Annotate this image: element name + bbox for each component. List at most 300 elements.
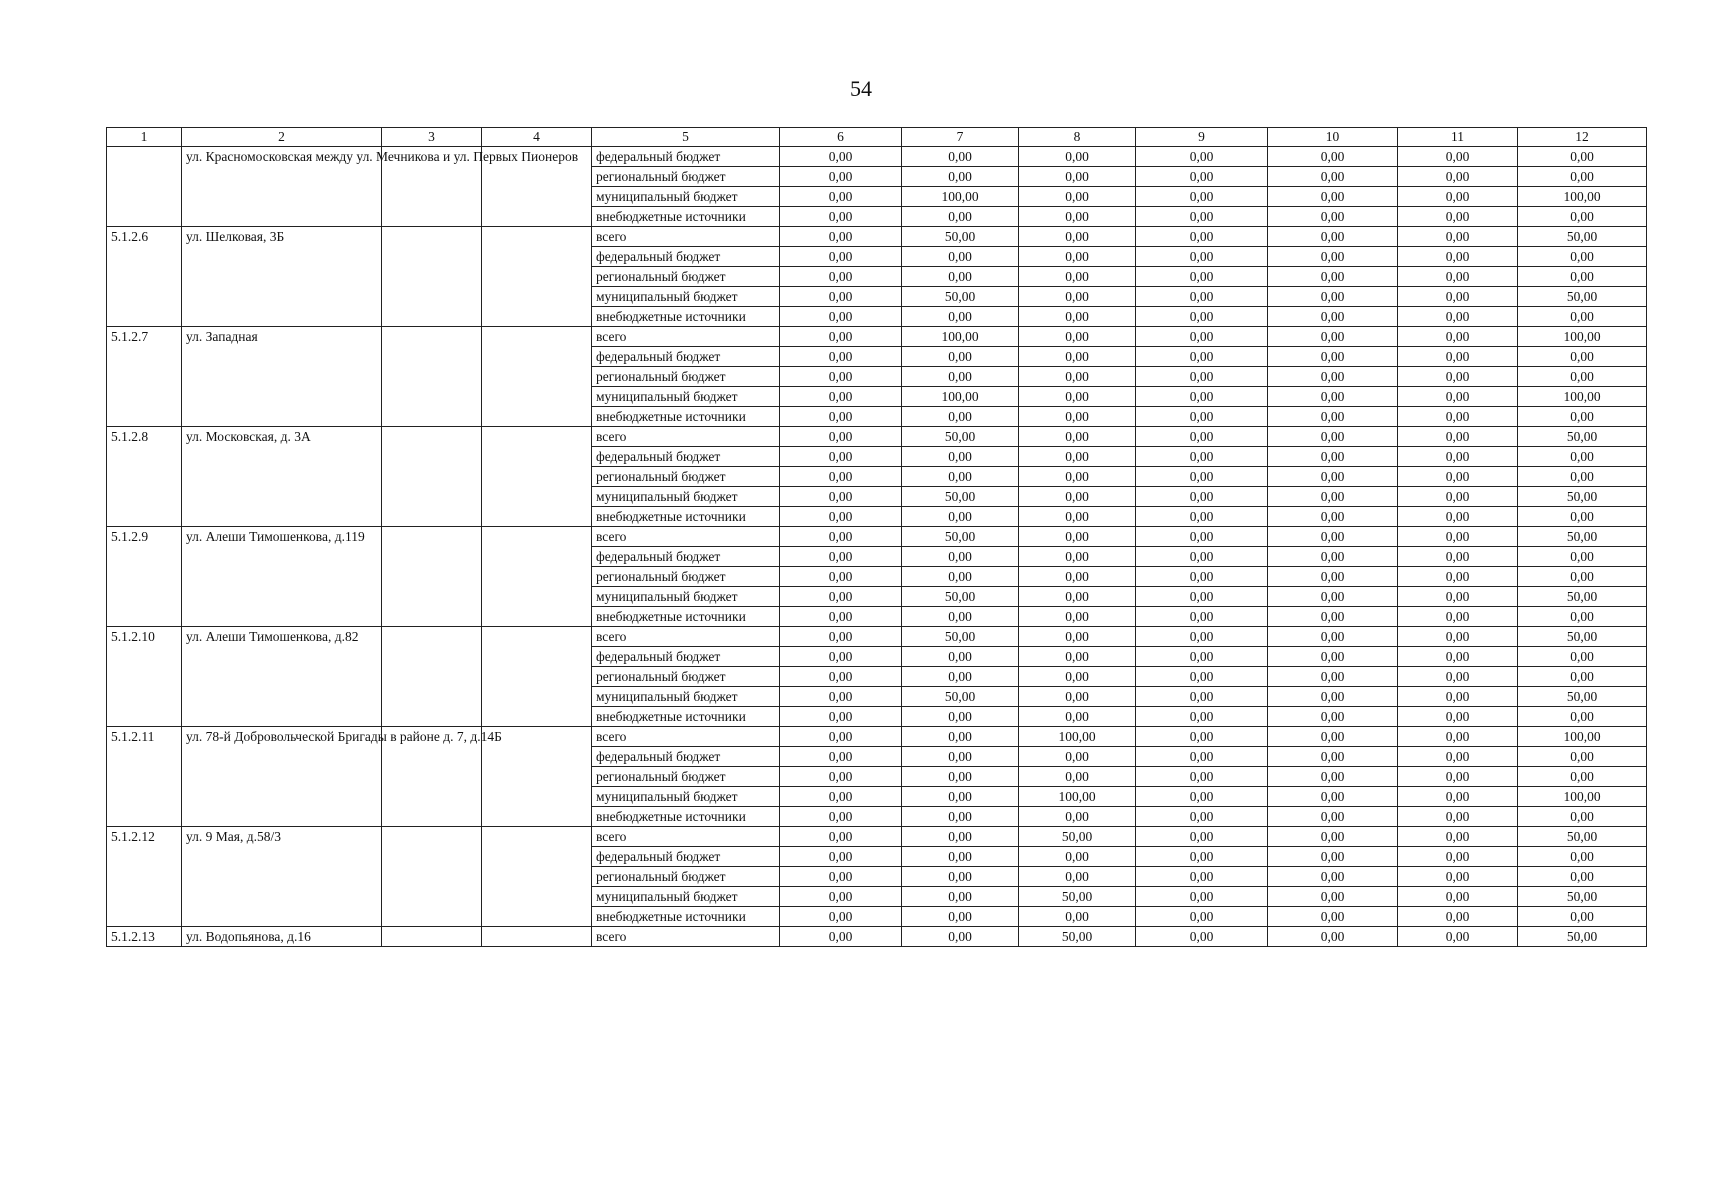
amount-cell: 0,00 bbox=[1398, 747, 1518, 767]
amount-cell: 0,00 bbox=[780, 207, 902, 227]
funding-source: федеральный бюджет bbox=[592, 147, 780, 167]
amount-cell: 0,00 bbox=[1518, 267, 1647, 287]
amount-cell: 0,00 bbox=[1518, 747, 1647, 767]
funding-source: региональный бюджет bbox=[592, 267, 780, 287]
amount-cell: 0,00 bbox=[780, 567, 902, 587]
funding-source: внебюджетные источники bbox=[592, 207, 780, 227]
item-code bbox=[107, 147, 182, 227]
amount-cell: 0,00 bbox=[1136, 487, 1268, 507]
amount-cell: 0,00 bbox=[1398, 347, 1518, 367]
funding-source: муниципальный бюджет bbox=[592, 387, 780, 407]
amount-cell: 0,00 bbox=[902, 467, 1019, 487]
page-number: 54 bbox=[850, 76, 872, 101]
amount-cell: 0,00 bbox=[1136, 447, 1268, 467]
amount-cell: 0,00 bbox=[780, 327, 902, 347]
amount-cell: 0,00 bbox=[1019, 667, 1136, 687]
col-3-cell bbox=[382, 527, 482, 627]
amount-cell: 0,00 bbox=[1268, 847, 1398, 867]
amount-cell: 0,00 bbox=[1268, 687, 1398, 707]
item-code: 5.1.2.13 bbox=[107, 927, 182, 947]
amount-cell: 0,00 bbox=[902, 447, 1019, 467]
amount-cell: 0,00 bbox=[1136, 147, 1268, 167]
col-3-cell bbox=[382, 427, 482, 527]
col-4-cell bbox=[482, 427, 592, 527]
amount-cell: 0,00 bbox=[1019, 267, 1136, 287]
amount-cell: 50,00 bbox=[1518, 627, 1647, 647]
amount-cell: 50,00 bbox=[1518, 287, 1647, 307]
amount-cell: 0,00 bbox=[1268, 367, 1398, 387]
amount-cell: 0,00 bbox=[780, 747, 902, 767]
amount-cell: 0,00 bbox=[1019, 247, 1136, 267]
item-code: 5.1.2.7 bbox=[107, 327, 182, 427]
amount-cell: 0,00 bbox=[1398, 867, 1518, 887]
amount-cell: 0,00 bbox=[780, 787, 902, 807]
amount-cell: 0,00 bbox=[1019, 647, 1136, 667]
amount-cell: 0,00 bbox=[902, 507, 1019, 527]
amount-cell: 0,00 bbox=[1136, 767, 1268, 787]
amount-cell: 0,00 bbox=[1518, 407, 1647, 427]
amount-cell: 0,00 bbox=[1518, 447, 1647, 467]
funding-source: муниципальный бюджет bbox=[592, 587, 780, 607]
amount-cell: 0,00 bbox=[1518, 367, 1647, 387]
item-code: 5.1.2.9 bbox=[107, 527, 182, 627]
amount-cell: 0,00 bbox=[1136, 507, 1268, 527]
amount-cell: 0,00 bbox=[1268, 327, 1398, 347]
amount-cell: 0,00 bbox=[780, 467, 902, 487]
amount-cell: 0,00 bbox=[1019, 427, 1136, 447]
funding-source: муниципальный бюджет bbox=[592, 187, 780, 207]
amount-cell: 0,00 bbox=[1136, 227, 1268, 247]
funding-source: всего bbox=[592, 227, 780, 247]
amount-cell: 0,00 bbox=[1136, 347, 1268, 367]
amount-cell: 0,00 bbox=[1398, 927, 1518, 947]
item-address: ул. 78-й Добровольческой Бригады в районе д. 7, д.14Б bbox=[182, 727, 382, 827]
amount-cell: 0,00 bbox=[780, 907, 902, 927]
amount-cell: 50,00 bbox=[1019, 827, 1136, 847]
amount-cell: 0,00 bbox=[1398, 467, 1518, 487]
amount-cell: 100,00 bbox=[1518, 187, 1647, 207]
amount-cell: 0,00 bbox=[902, 727, 1019, 747]
amount-cell: 0,00 bbox=[1136, 707, 1268, 727]
amount-cell: 0,00 bbox=[780, 927, 902, 947]
amount-cell: 0,00 bbox=[1268, 287, 1398, 307]
amount-cell: 0,00 bbox=[1268, 527, 1398, 547]
amount-cell: 0,00 bbox=[1136, 607, 1268, 627]
amount-cell: 0,00 bbox=[1136, 327, 1268, 347]
amount-cell: 0,00 bbox=[902, 267, 1019, 287]
amount-cell: 0,00 bbox=[780, 507, 902, 527]
amount-cell: 0,00 bbox=[1268, 347, 1398, 367]
amount-cell: 0,00 bbox=[1518, 567, 1647, 587]
amount-cell: 0,00 bbox=[1398, 907, 1518, 927]
amount-cell: 0,00 bbox=[780, 647, 902, 667]
amount-cell: 0,00 bbox=[1398, 167, 1518, 187]
amount-cell: 0,00 bbox=[1268, 867, 1398, 887]
amount-cell: 0,00 bbox=[1398, 387, 1518, 407]
table-row bbox=[107, 227, 1647, 247]
amount-cell: 0,00 bbox=[1268, 427, 1398, 447]
amount-cell: 0,00 bbox=[1268, 747, 1398, 767]
amount-cell: 0,00 bbox=[780, 607, 902, 627]
amount-cell: 50,00 bbox=[902, 587, 1019, 607]
item-address: ул. Шелковая, 3Б bbox=[182, 227, 382, 327]
amount-cell: 50,00 bbox=[1518, 887, 1647, 907]
column-header: 3 bbox=[382, 128, 482, 147]
amount-cell: 0,00 bbox=[780, 387, 902, 407]
funding-source: муниципальный бюджет bbox=[592, 487, 780, 507]
amount-cell: 50,00 bbox=[1019, 927, 1136, 947]
amount-cell: 0,00 bbox=[1019, 907, 1136, 927]
amount-cell: 0,00 bbox=[1136, 587, 1268, 607]
amount-cell: 100,00 bbox=[1019, 787, 1136, 807]
amount-cell: 0,00 bbox=[780, 247, 902, 267]
budget-table bbox=[106, 127, 1647, 947]
col-4-cell bbox=[482, 327, 592, 427]
amount-cell: 0,00 bbox=[1398, 667, 1518, 687]
amount-cell: 0,00 bbox=[1019, 567, 1136, 587]
amount-cell: 0,00 bbox=[1136, 627, 1268, 647]
amount-cell: 0,00 bbox=[902, 767, 1019, 787]
col-4-cell bbox=[482, 627, 592, 727]
amount-cell: 0,00 bbox=[1268, 547, 1398, 567]
amount-cell: 0,00 bbox=[780, 727, 902, 747]
column-header: 8 bbox=[1019, 128, 1136, 147]
item-address: ул. Водопьянова, д.16 bbox=[182, 927, 382, 947]
amount-cell: 0,00 bbox=[1398, 627, 1518, 647]
item-code: 5.1.2.6 bbox=[107, 227, 182, 327]
column-header: 2 bbox=[182, 128, 382, 147]
amount-cell: 0,00 bbox=[1268, 487, 1398, 507]
amount-cell: 0,00 bbox=[780, 287, 902, 307]
amount-cell: 0,00 bbox=[1019, 367, 1136, 387]
amount-cell: 0,00 bbox=[1268, 147, 1398, 167]
amount-cell: 0,00 bbox=[1268, 907, 1398, 927]
amount-cell: 0,00 bbox=[1136, 247, 1268, 267]
column-header: 1 bbox=[107, 128, 182, 147]
funding-source: федеральный бюджет bbox=[592, 247, 780, 267]
table-row bbox=[107, 327, 1647, 347]
amount-cell: 0,00 bbox=[1268, 187, 1398, 207]
amount-cell: 0,00 bbox=[1136, 387, 1268, 407]
funding-source: региональный бюджет bbox=[592, 467, 780, 487]
amount-cell: 0,00 bbox=[780, 407, 902, 427]
funding-source: всего bbox=[592, 827, 780, 847]
amount-cell: 0,00 bbox=[1019, 867, 1136, 887]
amount-cell: 50,00 bbox=[1518, 227, 1647, 247]
amount-cell: 0,00 bbox=[1398, 807, 1518, 827]
amount-cell: 0,00 bbox=[1268, 727, 1398, 747]
funding-source: всего bbox=[592, 327, 780, 347]
amount-cell: 0,00 bbox=[1518, 847, 1647, 867]
amount-cell: 0,00 bbox=[1268, 827, 1398, 847]
amount-cell: 0,00 bbox=[1518, 147, 1647, 167]
amount-cell: 0,00 bbox=[780, 807, 902, 827]
funding-source: региональный бюджет bbox=[592, 767, 780, 787]
amount-cell: 0,00 bbox=[780, 167, 902, 187]
amount-cell: 0,00 bbox=[1019, 487, 1136, 507]
amount-cell: 50,00 bbox=[1019, 887, 1136, 907]
col-4-cell bbox=[482, 527, 592, 627]
amount-cell: 0,00 bbox=[780, 847, 902, 867]
amount-cell: 0,00 bbox=[1136, 927, 1268, 947]
amount-cell: 0,00 bbox=[902, 567, 1019, 587]
amount-cell: 0,00 bbox=[1019, 807, 1136, 827]
amount-cell: 50,00 bbox=[902, 527, 1019, 547]
amount-cell: 50,00 bbox=[1518, 427, 1647, 447]
amount-cell: 0,00 bbox=[1398, 787, 1518, 807]
amount-cell: 0,00 bbox=[1019, 627, 1136, 647]
amount-cell: 0,00 bbox=[902, 407, 1019, 427]
amount-cell: 0,00 bbox=[1019, 207, 1136, 227]
amount-cell: 0,00 bbox=[1518, 547, 1647, 567]
funding-source: всего bbox=[592, 727, 780, 747]
amount-cell: 0,00 bbox=[1398, 607, 1518, 627]
amount-cell: 0,00 bbox=[1268, 387, 1398, 407]
item-address: ул. Красномосковская между ул. Мечникова и ул. Первых Пионеров bbox=[182, 147, 382, 227]
col-4-cell bbox=[482, 827, 592, 927]
item-code: 5.1.2.10 bbox=[107, 627, 182, 727]
amount-cell: 0,00 bbox=[780, 187, 902, 207]
amount-cell: 0,00 bbox=[1268, 467, 1398, 487]
table-row bbox=[107, 827, 1647, 847]
amount-cell: 0,00 bbox=[1398, 887, 1518, 907]
table-body bbox=[107, 147, 1647, 947]
amount-cell: 0,00 bbox=[1136, 867, 1268, 887]
amount-cell: 0,00 bbox=[780, 827, 902, 847]
amount-cell: 0,00 bbox=[1268, 787, 1398, 807]
amount-cell: 50,00 bbox=[1518, 927, 1647, 947]
amount-cell: 0,00 bbox=[1019, 327, 1136, 347]
amount-cell: 0,00 bbox=[1398, 507, 1518, 527]
amount-cell: 0,00 bbox=[1268, 587, 1398, 607]
amount-cell: 0,00 bbox=[1136, 727, 1268, 747]
amount-cell: 0,00 bbox=[902, 907, 1019, 927]
amount-cell: 0,00 bbox=[902, 667, 1019, 687]
amount-cell: 0,00 bbox=[780, 887, 902, 907]
amount-cell: 0,00 bbox=[1518, 467, 1647, 487]
amount-cell: 0,00 bbox=[1268, 887, 1398, 907]
amount-cell: 0,00 bbox=[1268, 507, 1398, 527]
amount-cell: 0,00 bbox=[1398, 707, 1518, 727]
amount-cell: 0,00 bbox=[1518, 347, 1647, 367]
amount-cell: 0,00 bbox=[1019, 347, 1136, 367]
amount-cell: 0,00 bbox=[1268, 767, 1398, 787]
amount-cell: 0,00 bbox=[1136, 647, 1268, 667]
amount-cell: 0,00 bbox=[1136, 267, 1268, 287]
amount-cell: 50,00 bbox=[1518, 687, 1647, 707]
col-3-cell bbox=[382, 327, 482, 427]
funding-source: внебюджетные источники bbox=[592, 807, 780, 827]
amount-cell: 0,00 bbox=[1398, 307, 1518, 327]
amount-cell: 0,00 bbox=[780, 767, 902, 787]
col-3-cell bbox=[382, 827, 482, 927]
amount-cell: 0,00 bbox=[1136, 567, 1268, 587]
amount-cell: 0,00 bbox=[1518, 867, 1647, 887]
amount-cell: 0,00 bbox=[1136, 547, 1268, 567]
amount-cell: 0,00 bbox=[1268, 407, 1398, 427]
table-row bbox=[107, 727, 1647, 747]
amount-cell: 0,00 bbox=[902, 147, 1019, 167]
amount-cell: 100,00 bbox=[1518, 327, 1647, 347]
amount-cell: 0,00 bbox=[1019, 587, 1136, 607]
amount-cell: 100,00 bbox=[902, 387, 1019, 407]
amount-cell: 50,00 bbox=[1518, 827, 1647, 847]
amount-cell: 0,00 bbox=[1268, 707, 1398, 727]
amount-cell: 0,00 bbox=[1136, 787, 1268, 807]
amount-cell: 0,00 bbox=[1019, 467, 1136, 487]
amount-cell: 0,00 bbox=[1518, 767, 1647, 787]
funding-source: региональный бюджет bbox=[592, 367, 780, 387]
amount-cell: 0,00 bbox=[780, 487, 902, 507]
amount-cell: 0,00 bbox=[902, 847, 1019, 867]
table-row bbox=[107, 147, 1647, 167]
amount-cell: 0,00 bbox=[780, 307, 902, 327]
amount-cell: 0,00 bbox=[780, 867, 902, 887]
amount-cell: 0,00 bbox=[1019, 447, 1136, 467]
amount-cell: 0,00 bbox=[902, 807, 1019, 827]
amount-cell: 0,00 bbox=[1019, 227, 1136, 247]
amount-cell: 0,00 bbox=[780, 447, 902, 467]
amount-cell: 50,00 bbox=[1518, 527, 1647, 547]
funding-source: муниципальный бюджет bbox=[592, 787, 780, 807]
item-code: 5.1.2.12 bbox=[107, 827, 182, 927]
amount-cell: 0,00 bbox=[1268, 207, 1398, 227]
amount-cell: 100,00 bbox=[1518, 787, 1647, 807]
funding-source: внебюджетные источники bbox=[592, 707, 780, 727]
amount-cell: 0,00 bbox=[1268, 647, 1398, 667]
amount-cell: 0,00 bbox=[1136, 827, 1268, 847]
table-row bbox=[107, 627, 1647, 647]
amount-cell: 0,00 bbox=[902, 347, 1019, 367]
column-header: 10 bbox=[1268, 128, 1398, 147]
amount-cell: 0,00 bbox=[1019, 167, 1136, 187]
amount-cell: 0,00 bbox=[902, 827, 1019, 847]
funding-source: федеральный бюджет bbox=[592, 447, 780, 467]
amount-cell: 0,00 bbox=[1136, 367, 1268, 387]
amount-cell: 0,00 bbox=[1136, 527, 1268, 547]
amount-cell: 0,00 bbox=[1268, 667, 1398, 687]
amount-cell: 0,00 bbox=[902, 547, 1019, 567]
funding-source: всего bbox=[592, 927, 780, 947]
amount-cell: 0,00 bbox=[1398, 547, 1518, 567]
amount-cell: 0,00 bbox=[1398, 847, 1518, 867]
amount-cell: 0,00 bbox=[1136, 887, 1268, 907]
amount-cell: 0,00 bbox=[780, 267, 902, 287]
amount-cell: 0,00 bbox=[1019, 387, 1136, 407]
amount-cell: 0,00 bbox=[1268, 807, 1398, 827]
column-header: 4 bbox=[482, 128, 592, 147]
funding-source: всего bbox=[592, 627, 780, 647]
amount-cell: 100,00 bbox=[902, 187, 1019, 207]
amount-cell: 0,00 bbox=[902, 887, 1019, 907]
amount-cell: 0,00 bbox=[1136, 747, 1268, 767]
funding-source: внебюджетные источники bbox=[592, 607, 780, 627]
amount-cell: 0,00 bbox=[1398, 527, 1518, 547]
funding-source: всего bbox=[592, 527, 780, 547]
amount-cell: 0,00 bbox=[1518, 167, 1647, 187]
col-4-cell bbox=[482, 227, 592, 327]
funding-source: внебюджетные источники bbox=[592, 507, 780, 527]
column-header: 6 bbox=[780, 128, 902, 147]
amount-cell: 0,00 bbox=[780, 707, 902, 727]
amount-cell: 100,00 bbox=[1518, 727, 1647, 747]
funding-source: региональный бюджет bbox=[592, 667, 780, 687]
item-code: 5.1.2.11 bbox=[107, 727, 182, 827]
funding-source: региональный бюджет bbox=[592, 167, 780, 187]
column-header: 5 bbox=[592, 128, 780, 147]
col-4-cell bbox=[482, 927, 592, 947]
amount-cell: 0,00 bbox=[1398, 187, 1518, 207]
amount-cell: 50,00 bbox=[902, 687, 1019, 707]
amount-cell: 0,00 bbox=[1136, 427, 1268, 447]
funding-source: муниципальный бюджет bbox=[592, 687, 780, 707]
amount-cell: 0,00 bbox=[1398, 427, 1518, 447]
amount-cell: 0,00 bbox=[902, 707, 1019, 727]
amount-cell: 0,00 bbox=[902, 787, 1019, 807]
amount-cell: 0,00 bbox=[1019, 607, 1136, 627]
amount-cell: 0,00 bbox=[902, 747, 1019, 767]
amount-cell: 0,00 bbox=[1518, 207, 1647, 227]
amount-cell: 0,00 bbox=[902, 927, 1019, 947]
amount-cell: 50,00 bbox=[902, 287, 1019, 307]
amount-cell: 0,00 bbox=[1518, 907, 1647, 927]
amount-cell: 0,00 bbox=[1268, 607, 1398, 627]
amount-cell: 0,00 bbox=[902, 647, 1019, 667]
item-address: ул. Западная bbox=[182, 327, 382, 427]
amount-cell: 0,00 bbox=[1268, 567, 1398, 587]
amount-cell: 0,00 bbox=[1019, 847, 1136, 867]
amount-cell: 0,00 bbox=[1136, 847, 1268, 867]
amount-cell: 0,00 bbox=[1136, 307, 1268, 327]
funding-source: внебюджетные источники bbox=[592, 407, 780, 427]
column-header: 12 bbox=[1518, 128, 1647, 147]
amount-cell: 0,00 bbox=[1398, 447, 1518, 467]
amount-cell: 0,00 bbox=[1398, 567, 1518, 587]
amount-cell: 0,00 bbox=[780, 547, 902, 567]
amount-cell: 50,00 bbox=[902, 427, 1019, 447]
amount-cell: 0,00 bbox=[780, 667, 902, 687]
amount-cell: 50,00 bbox=[1518, 487, 1647, 507]
amount-cell: 0,00 bbox=[1518, 667, 1647, 687]
col-3-cell bbox=[382, 627, 482, 727]
column-number-row bbox=[107, 128, 1647, 147]
funding-source: внебюджетные источники bbox=[592, 907, 780, 927]
funding-source: муниципальный бюджет bbox=[592, 287, 780, 307]
amount-cell: 0,00 bbox=[1136, 167, 1268, 187]
amount-cell: 0,00 bbox=[1398, 407, 1518, 427]
amount-cell: 0,00 bbox=[780, 367, 902, 387]
column-header: 9 bbox=[1136, 128, 1268, 147]
amount-cell: 0,00 bbox=[1136, 807, 1268, 827]
funding-source: региональный бюджет bbox=[592, 867, 780, 887]
item-code: 5.1.2.8 bbox=[107, 427, 182, 527]
amount-cell: 0,00 bbox=[780, 227, 902, 247]
amount-cell: 0,00 bbox=[1398, 327, 1518, 347]
amount-cell: 0,00 bbox=[1019, 547, 1136, 567]
amount-cell: 0,00 bbox=[902, 167, 1019, 187]
amount-cell: 0,00 bbox=[780, 687, 902, 707]
column-header: 11 bbox=[1398, 128, 1518, 147]
amount-cell: 0,00 bbox=[1398, 227, 1518, 247]
amount-cell: 0,00 bbox=[1268, 267, 1398, 287]
amount-cell: 0,00 bbox=[1398, 727, 1518, 747]
amount-cell: 0,00 bbox=[1268, 307, 1398, 327]
funding-source: региональный бюджет bbox=[592, 567, 780, 587]
item-address: ул. Алеши Тимошенкова, д.119 bbox=[182, 527, 382, 627]
funding-source: федеральный бюджет bbox=[592, 547, 780, 567]
amount-cell: 100,00 bbox=[1019, 727, 1136, 747]
amount-cell: 0,00 bbox=[1398, 827, 1518, 847]
